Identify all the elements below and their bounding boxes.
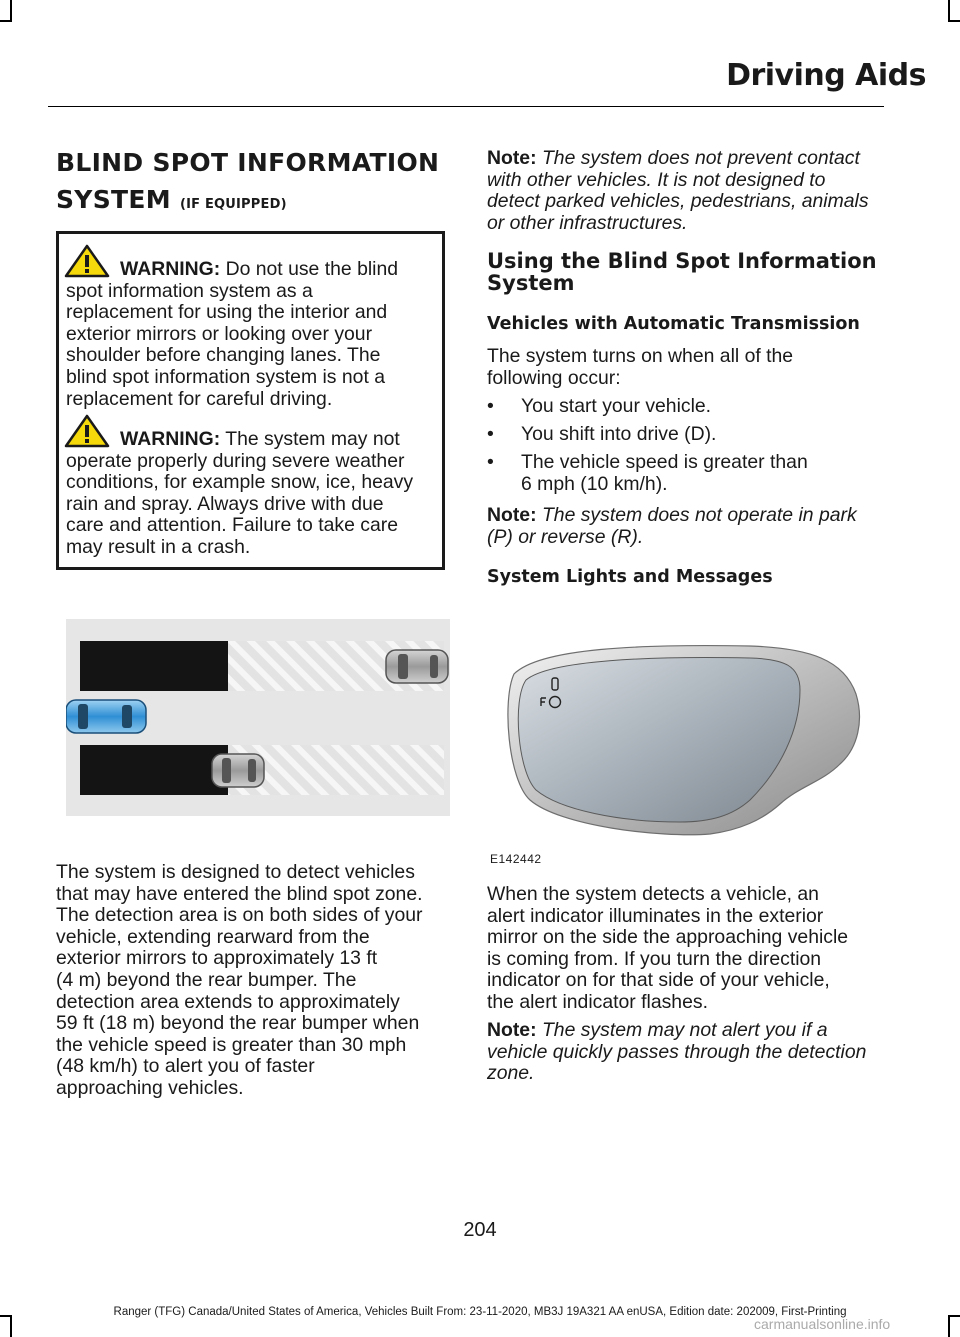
- right-body-text: When the system detects a vehicle, an alert indicator illuminates in the exterior mirror on the side the approaching vehicle is coming from. If you turn the direction indicator on for that side of your vehicle, the alert indicator flashes.: [487, 883, 849, 1013]
- system-lights-heading: System Lights and Messages: [487, 567, 773, 587]
- crop-mark: [948, 20, 960, 22]
- warning-1: WARNING: Do not use the blind spot information system as a replacement for using the interior and exterior mirrors or looking over your shoulder before changing lanes. The blind spot information system is not a replacement for careful driving.: [66, 258, 399, 410]
- note-2: Note: The system does not operate in park (P) or reverse (R).: [487, 504, 857, 548]
- page-number: 204: [463, 1219, 497, 1241]
- warning-2: WARNING: The system may not operate properly during severe weather conditions, for example snow, ice, heavy rain and spray. Always drive with due care and attention. Failure to take care may result in a crash.: [66, 428, 414, 558]
- automatic-transmission-heading: Vehicles with Automatic Transmission: [487, 314, 860, 334]
- section-title-line-2: SYSTEM (IF EQUIPPED): [56, 185, 287, 214]
- page-header-title: Driving Aids: [726, 58, 926, 93]
- left-body-text: The system is designed to detect vehicles that may have entered the blind spot zone. The detection area is on both sides of your vehicle, extending rearward from the exterior mirrors to approximately 13 ft (4 m) beyond the rear bumper. The detection area extends to approximately 59 ft (18 m) beyond the rear bumper when the vehicle speed is greater than 30 mph (48 km/h) to alert you of faster approaching vehicles.: [56, 861, 423, 1099]
- section-title-suffix: (IF EQUIPPED): [179, 197, 287, 212]
- note-label: Note:: [487, 504, 537, 526]
- section-title: [56, 144, 446, 223]
- warning-1-label: WARNING:: [120, 258, 221, 280]
- note-3: Note: The system may not alert you if a vehicle quickly passes through the detection zone.: [487, 1019, 867, 1085]
- section-title-line-1: BLIND SPOT INFORMATION: [56, 148, 440, 177]
- warning-box: [56, 231, 445, 570]
- crop-mark: [10, 1315, 12, 1337]
- exterior-mirror-illustration: [500, 640, 864, 840]
- subsection-heading: Using the Blind Spot Information System: [487, 249, 877, 295]
- warning-2-label: WARNING:: [120, 428, 221, 450]
- watermark: carmanualsonline.info: [754, 1316, 891, 1332]
- intro-text: The system turns on when all of the following occur:: [487, 345, 794, 389]
- car-icon: [212, 754, 264, 787]
- blind-spot-zone-illustration: [66, 619, 450, 816]
- header-rule: [48, 106, 884, 107]
- crop-mark: [0, 20, 12, 22]
- footer-text: Ranger (TFG) Canada/United States of America, Vehicles Built From: 23-11-2020, MB3J 19A321 AA enUSA, Edition date: 202009, First-Printing: [113, 1306, 847, 1318]
- note-label: Note:: [487, 147, 537, 169]
- car-icon: [386, 650, 448, 683]
- crop-mark: [10, 0, 12, 22]
- car-icon: [66, 700, 146, 733]
- note-label: Note:: [487, 1019, 537, 1041]
- crop-mark: [948, 0, 950, 22]
- image-code: E142442: [490, 852, 542, 866]
- note-1: Note: The system does not prevent contact with other vehicles. It is not designed to detect parked vehicles, pedestrians, animals or other infrastructures.: [487, 147, 869, 234]
- crop-mark: [948, 1315, 950, 1337]
